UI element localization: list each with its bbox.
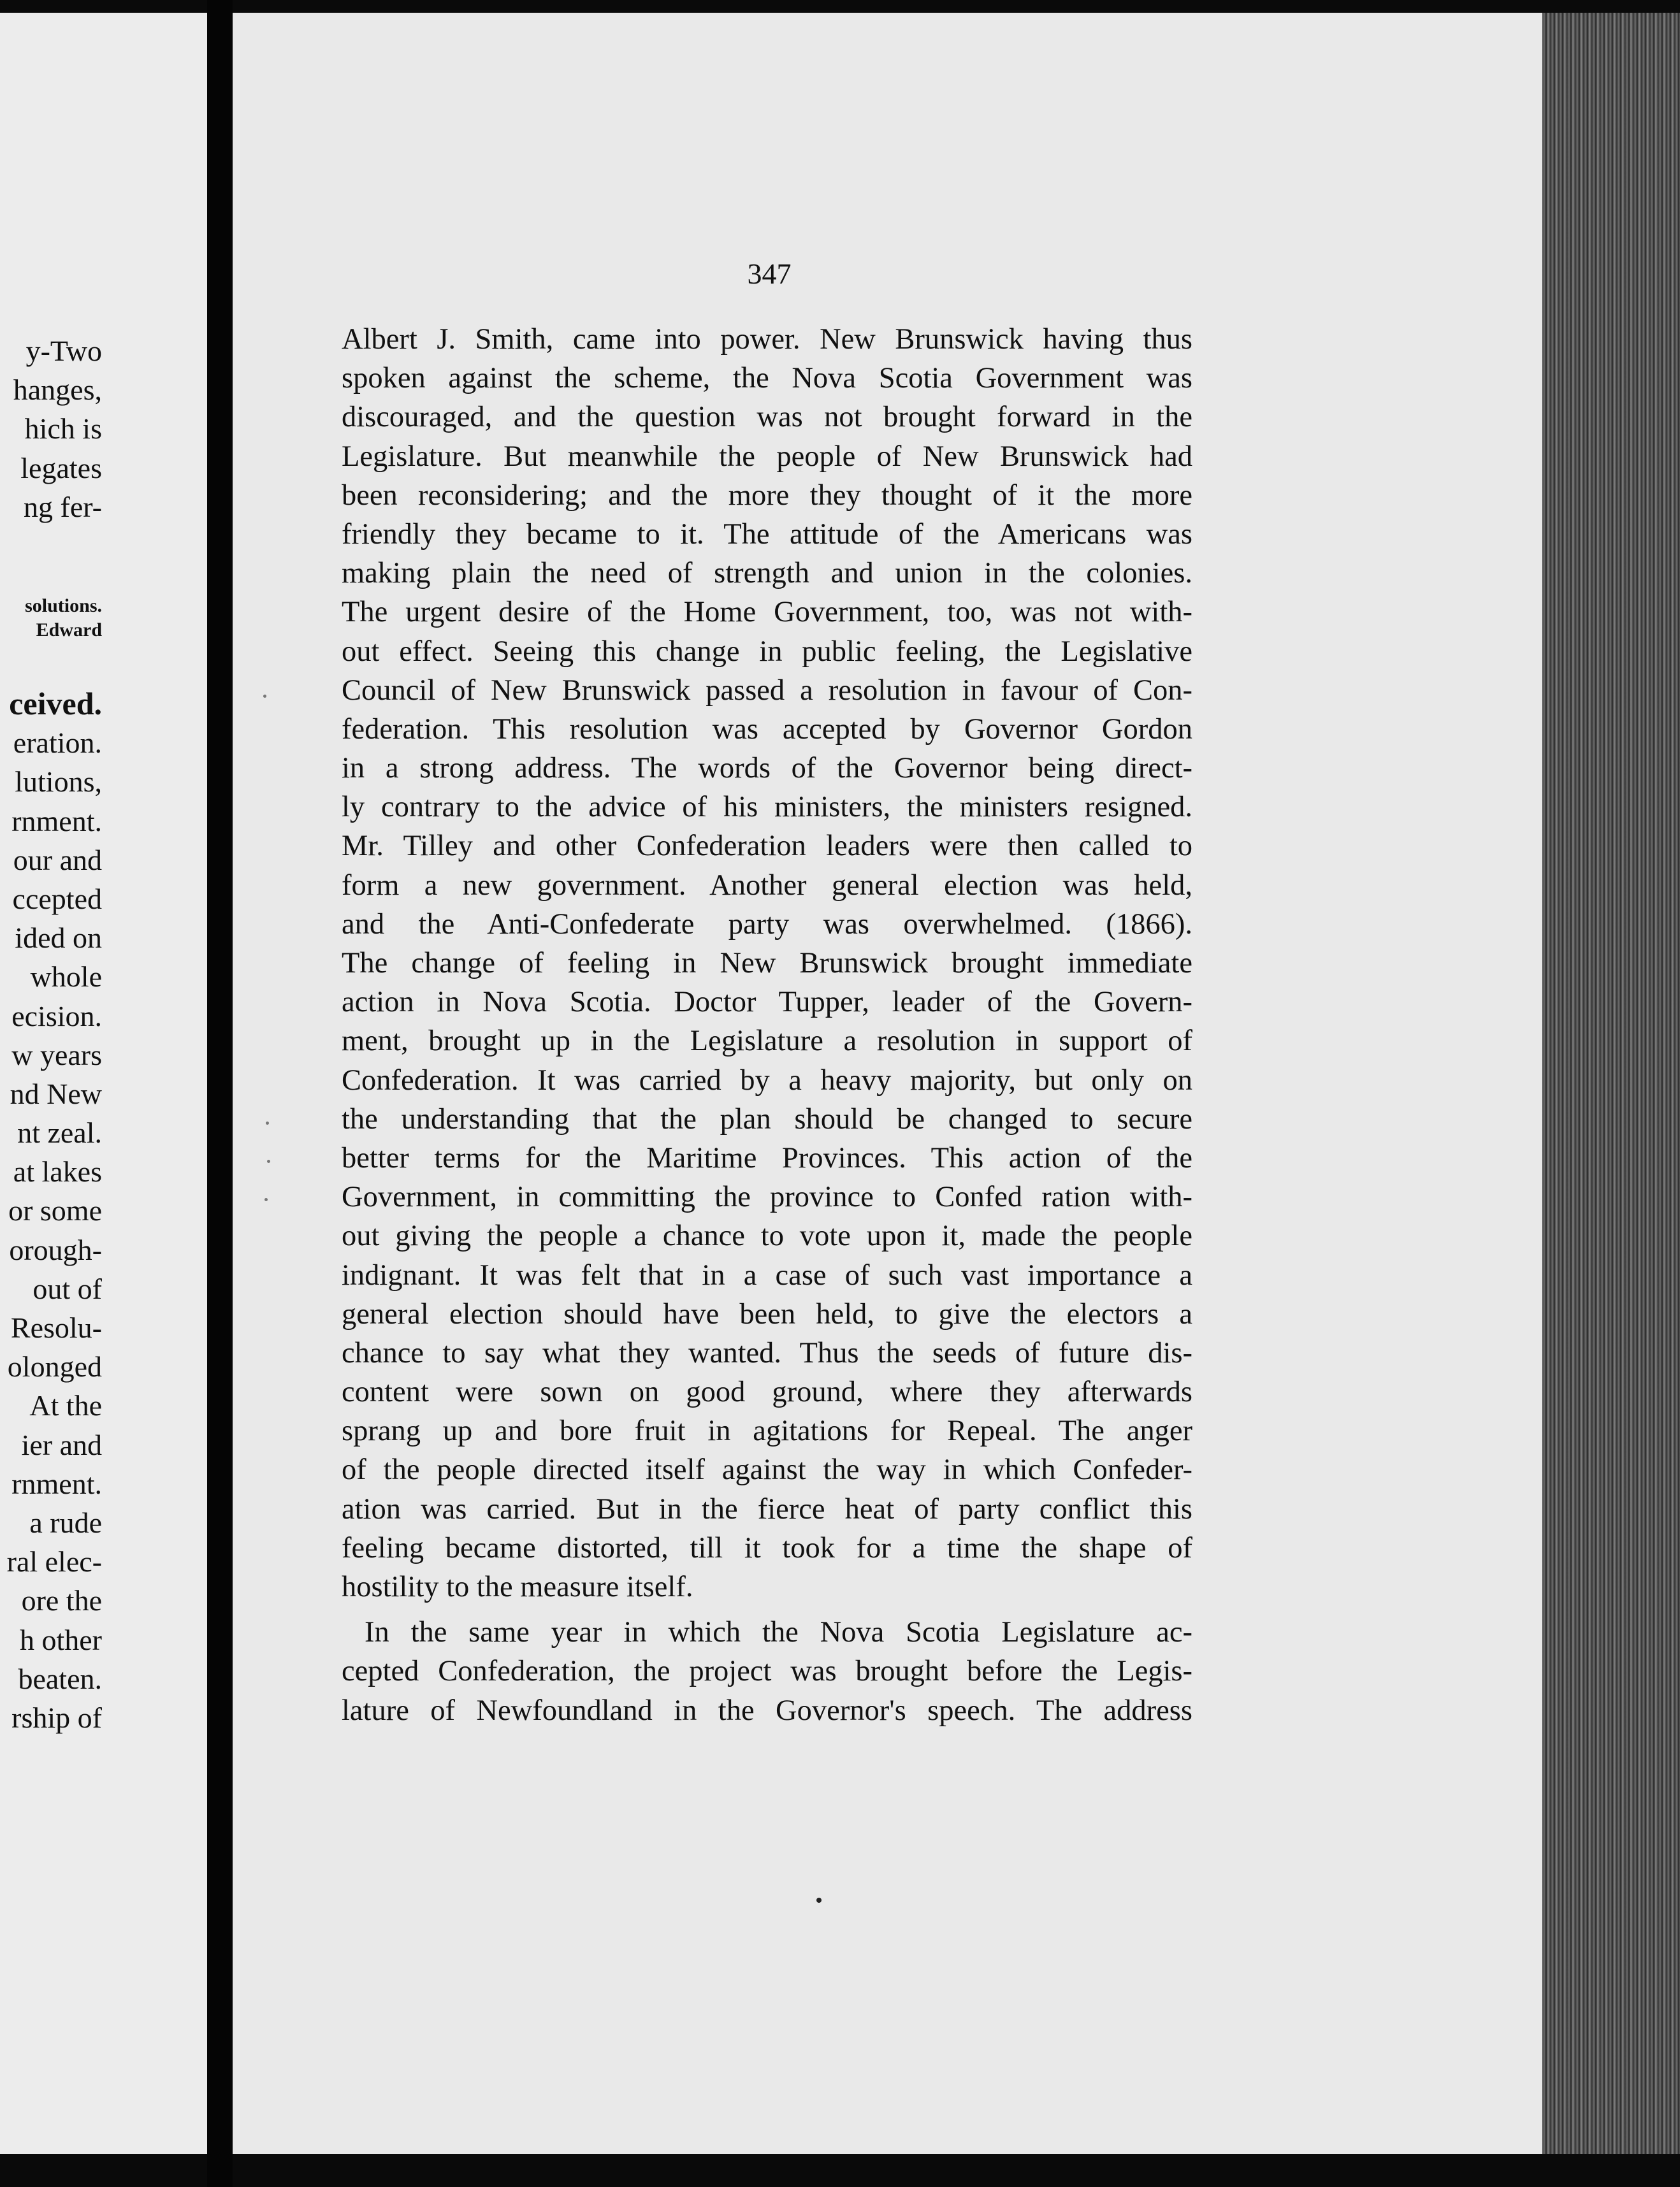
facing-page-line: ng fer-: [24, 490, 102, 523]
book-gutter: [207, 0, 233, 2187]
facing-page-line: orough-: [9, 1233, 102, 1266]
facing-page-line: rnment.: [11, 1467, 102, 1500]
page-number: 347: [747, 257, 792, 290]
facing-page-line: ceived.: [9, 686, 102, 721]
margin-mark: [264, 1198, 268, 1201]
text-line: ment, brought up in the Legislature a resolution in support of: [342, 1025, 1192, 1058]
text-line: chance to say what they wanted. Thus the seeds of future dis-: [342, 1336, 1192, 1369]
text-line: form a new government. Another general election was held,: [342, 869, 1192, 902]
text-line: The change of feeling in New Brunswick brought immediate: [342, 947, 1192, 979]
text-line: making plain the need of strength and union in the colonies.: [342, 557, 1192, 590]
facing-page-line: Resolu-: [10, 1311, 102, 1344]
facing-page-line: ccepted: [12, 882, 102, 915]
facing-page-line: lutions,: [15, 765, 102, 798]
facing-page-line: At the: [29, 1389, 102, 1422]
margin-mark: [263, 695, 266, 698]
text-line: Albert J. Smith, came into power. New Brunswick having thus: [342, 323, 1192, 356]
facing-page-line: w years: [11, 1038, 102, 1071]
text-line: Mr. Tilley and other Confederation leaders were then called to: [342, 830, 1192, 863]
text-line: out effect. Seeing this change in public feeling, the Legislative: [342, 635, 1192, 668]
text-line: friendly they became to it. The attitude of the Americans was: [342, 517, 1192, 551]
margin-mark: [267, 1160, 270, 1163]
facing-page-line: nt zeal.: [17, 1116, 102, 1150]
text-line: spoken against the scheme, the Nova Scotia Government was: [342, 362, 1192, 395]
facing-page-line: a rude: [29, 1506, 102, 1539]
facing-page-line: at lakes: [13, 1155, 102, 1188]
text-line: been reconsidering; and the more they thought of it the more: [342, 479, 1192, 512]
facing-page-line: h other: [19, 1623, 102, 1656]
facing-page-line: eration.: [13, 726, 102, 760]
text-line: action in Nova Scotia. Doctor Tupper, leader of the Govern-: [342, 986, 1192, 1019]
text-line: ly contrary to the advice of his ministers, the ministers resigned.: [342, 791, 1192, 824]
facing-page-line: ier and: [21, 1428, 102, 1461]
text-line: Confederation. It was carried by a heavy majority, but only on: [342, 1064, 1192, 1097]
book-page-edges: [1542, 13, 1680, 2154]
text-line: cepted Confederation, the project was brought before the Legis-: [342, 1655, 1192, 1688]
facing-page-line: ore the: [21, 1584, 102, 1617]
facing-page-line: legates: [20, 451, 102, 484]
facing-page-line: hanges,: [13, 373, 102, 407]
facing-page-line: hich is: [24, 412, 102, 445]
text-line: The urgent desire of the Home Government, too, was not with-: [342, 596, 1192, 629]
facing-page-line: y-Two: [25, 335, 102, 367]
facing-page-line: rship of: [11, 1701, 102, 1734]
margin-mark: [266, 1122, 269, 1125]
text-line: and the Anti-Confederate party was overwhelmed. (1866).: [342, 907, 1192, 941]
text-line: ation was carried. But in the fierce heat of party conflict this: [342, 1492, 1192, 1526]
text-line: Council of New Brunswick passed a resolution in favour of Con-: [342, 674, 1192, 707]
text-line: indignant. It was felt that in a case of such vast importance a: [342, 1259, 1192, 1292]
facing-page-line: or some: [8, 1194, 102, 1227]
facing-page-text-top: [0, 331, 102, 526]
facing-page-note-line: Edward: [36, 619, 102, 640]
text-line: general election should have been held, to give the electors a: [342, 1297, 1192, 1331]
text-line: feeling became distorted, till it took for a time the shape of: [342, 1531, 1192, 1564]
text-line: Government, in committing the province to Confed ration with-: [342, 1181, 1192, 1214]
paragraph-2: [342, 1613, 1192, 1730]
text-line: discouraged, and the question was not brought forward in the: [342, 401, 1192, 434]
text-line: In the same year in which the Nova Scotia Legislature ac-: [365, 1616, 1192, 1649]
paragraph-1: [342, 320, 1192, 1606]
facing-page-line: olonged: [7, 1350, 102, 1383]
text-line: federation. This resolution was accepted by Governor Gordon: [342, 712, 1192, 746]
facing-page-left: [0, 13, 207, 2154]
facing-page-line: our and: [13, 843, 102, 876]
facing-page-text-bottom: [7, 684, 102, 1737]
facing-page-line: ided on: [15, 921, 102, 955]
text-line: Legislature. But meanwhile the people of New Brunswick had: [342, 440, 1192, 473]
text-line: out giving the people a chance to vote upon it, made the people: [342, 1220, 1192, 1253]
text-line: lature of Newfoundland in the Governor's speech. The address: [342, 1694, 1192, 1727]
facing-page-line: whole: [30, 960, 102, 993]
facing-page-line: ral elec-: [6, 1545, 102, 1578]
facing-page-sidenote: [25, 594, 102, 642]
text-line: hostility to the measure itself.: [342, 1571, 693, 1603]
text-line: sprang up and bore fruit in agitations for Repeal. The anger: [342, 1415, 1192, 1448]
page-body-text: [342, 320, 1192, 1730]
facing-page-line: beaten.: [18, 1662, 102, 1695]
facing-page-line: rnment.: [11, 804, 102, 837]
facing-page-line: out of: [33, 1272, 102, 1305]
text-line: of the people directed itself against the way in which Confeder-: [342, 1454, 1192, 1487]
text-line: better terms for the Maritime Provinces. This action of the: [342, 1141, 1192, 1174]
facing-page-note-line: solutions.: [25, 595, 102, 616]
text-line: content were sown on good ground, where they afterwards: [342, 1376, 1192, 1409]
ink-speck: [816, 1898, 822, 1903]
facing-page-line: ecision.: [11, 999, 102, 1032]
text-line: in a strong address. The words of the Governor being direct-: [342, 752, 1192, 785]
text-line: the understanding that the plan should be changed to secure: [342, 1102, 1192, 1136]
facing-page-line: nd New: [10, 1077, 102, 1110]
